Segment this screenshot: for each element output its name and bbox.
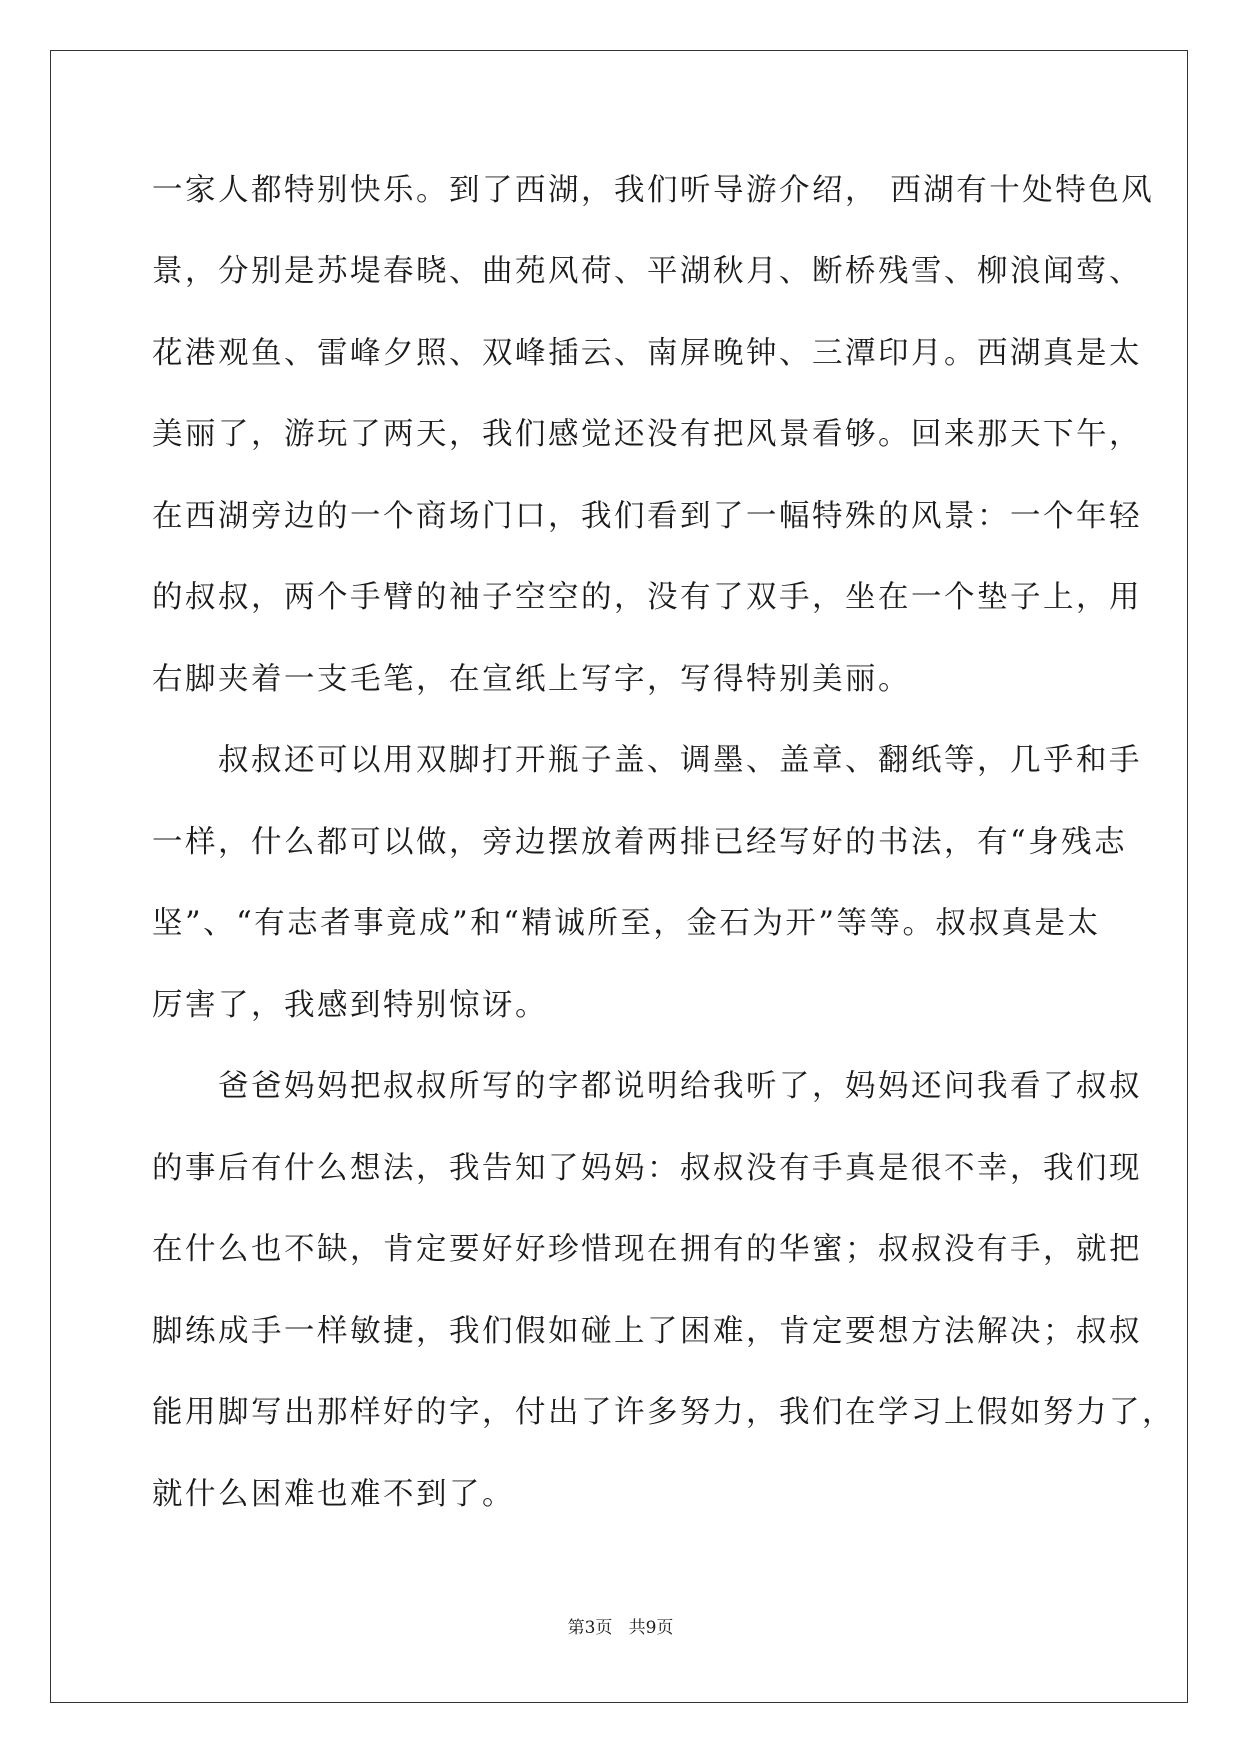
text-line: 爸爸妈妈把叔叔所写的字都说明给我听了，妈妈还问我看了叔叔 xyxy=(152,1069,1142,1104)
text-line: 就什么困难也难不到了。 xyxy=(152,1477,515,1512)
text-line: 厉害了，我感到特别惊讶。 xyxy=(152,988,548,1023)
text-line: 右脚夹着一支毛笔，在宣纸上写字，写得特别美丽。 xyxy=(152,662,911,697)
text-line: 的叔叔，两个手臂的袖子空空的，没有了双手，坐在一个垫子上，用 xyxy=(152,580,1142,615)
page-frame xyxy=(50,50,1188,1703)
text-line: 花港观鱼、雷峰夕照、双峰插云、南屏晚钟、三潭印月。西湖真是太 xyxy=(152,336,1142,371)
text-line: 在西湖旁边的一个商场门口，我们看到了一幅特殊的风景：一个年轻 xyxy=(152,499,1142,534)
text-line: 叔叔还可以用双脚打开瓶子盖、调墨、盖章、翻纸等，几乎和手 xyxy=(152,743,1142,778)
text-line: 美丽了，游玩了两天，我们感觉还没有把风景看够。回来那天下午， xyxy=(152,417,1142,452)
text-line: 坚”、“有志者事竟成”和“精诚所至，金石为开”等等。叔叔真是太 xyxy=(152,906,1101,941)
text-line: 一样，什么都可以做，旁边摆放着两排已经写好的书法，有“身残志 xyxy=(152,825,1128,860)
text-line: 能用脚写出那样好的字，付出了许多努力，我们在学习上假如努力了， xyxy=(152,1395,1175,1430)
text-line: 脚练成手一样敏捷，我们假如碰上了困难，肯定要想方法解决；叔叔 xyxy=(152,1314,1142,1349)
text-line: 一家人都特别快乐。到了西湖，我们听导游介绍， 西湖有十处特色风 xyxy=(152,173,1155,208)
page-number-footer: 第3页 共9页 xyxy=(567,1618,674,1638)
text-line: 的事后有什么想法，我告知了妈妈：叔叔没有手真是很不幸，我们现 xyxy=(152,1151,1142,1186)
text-line: 景，分别是苏堤春晓、曲苑风荷、平湖秋月、断桥残雪、柳浪闻莺、 xyxy=(152,254,1142,289)
text-line: 在什么也不缺，肯定要好好珍惜现在拥有的华蜜；叔叔没有手，就把 xyxy=(152,1232,1142,1267)
